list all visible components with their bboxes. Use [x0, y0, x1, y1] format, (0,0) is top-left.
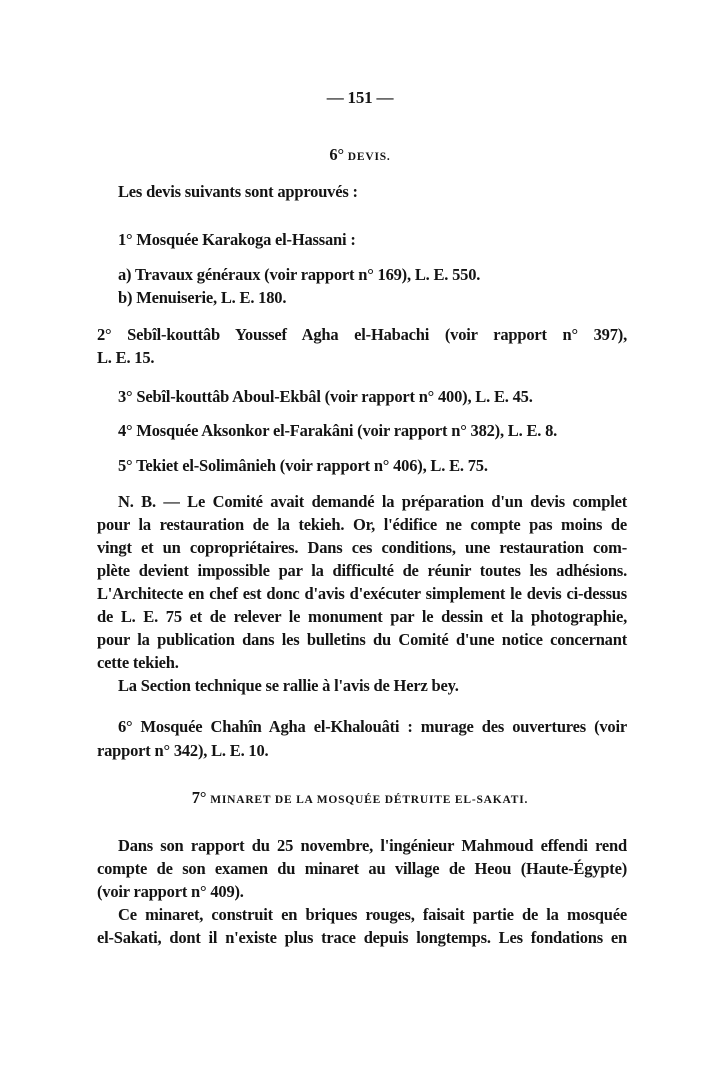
list-item: a) Travaux généraux (voir rapport n° 169), L. E. 550. [118, 265, 481, 284]
list-item: 1° Mosquée Karakoga el-Hassani : [118, 230, 356, 249]
text-line: Dans son rapport du 25 novembre, l'ingénieur Mahmoud effendi rend [118, 836, 627, 855]
list-item: 6° Mosquée Chahîn Agha el-Khalouâti : murage des ouvertures (voir [118, 717, 627, 736]
list-item-continuation: rapport n° 342), L. E. 10. [97, 741, 269, 760]
text-line: Ce minaret, construit en briques rouges, faisait partie de la mosquée [118, 905, 627, 924]
text-line: pour la restauration de la tekieh. Or, l'édifice ne compte pas moins de [97, 515, 627, 534]
intro-text: Les devis suivants sont approuvés : [118, 182, 358, 201]
list-item: 2° Sebîl-kouttâb Youssef Agha el-Habachi (voir rapport n° 397), [97, 325, 627, 344]
text-line: compte de son examen du minaret au village de Heou (Haute-Égypte) [97, 859, 627, 878]
page-number: — 151 — [326, 88, 394, 107]
text-line: cette tekieh. [97, 653, 179, 672]
text-line: el-Sakati, dont il n'existe plus trace depuis longtemps. Les fondations en [97, 928, 627, 947]
list-item-continuation: L. E. 15. [97, 348, 155, 367]
section-number: 6° [329, 145, 344, 164]
section-title: MINARET DE LA MOSQUÉE DÉTRUITE EL-SAKATI. [210, 794, 529, 806]
text-line: N. B. — Le Comité avait demandé la préparation d'un devis complet [118, 492, 627, 511]
text-line: plète devient impossible par la difficulté de réunir toutes les adhésions. [97, 561, 627, 580]
section-title: DEVIS. [347, 151, 391, 163]
text-line: de L. E. 75 et de relever le monument par le dessin et la photographie, [97, 607, 627, 626]
list-item: 5° Tekiet el-Solimânieh (voir rapport n° 406), L. E. 75. [118, 456, 488, 475]
list-item: b) Menuiserie, L. E. 180. [118, 288, 287, 307]
list-item: 4° Mosquée Aksonkor el-Farakâni (voir rapport n° 382), L. E. 8. [118, 421, 558, 440]
text-line: vingt et un copropriétaires. Dans ces conditions, une restauration com- [97, 538, 627, 557]
section-technique-text: La Section technique se rallie à l'avis de Herz bey. [118, 676, 459, 695]
section-number: 7° [191, 788, 207, 807]
section-heading-7 [0, 788, 720, 810]
section-heading-6 [0, 145, 720, 167]
text-line: L'Architecte en chef est donc d'avis d'exécuter simplement le devis ci-dessus [97, 584, 627, 603]
text-line: pour la publication dans les bulletins du Comité d'une notice concernant [97, 630, 627, 649]
list-item: 3° Sebîl-kouttâb Aboul-Ekbâl (voir rapport n° 400), L. E. 45. [118, 387, 533, 406]
text-line: (voir rapport n° 409). [97, 882, 244, 901]
